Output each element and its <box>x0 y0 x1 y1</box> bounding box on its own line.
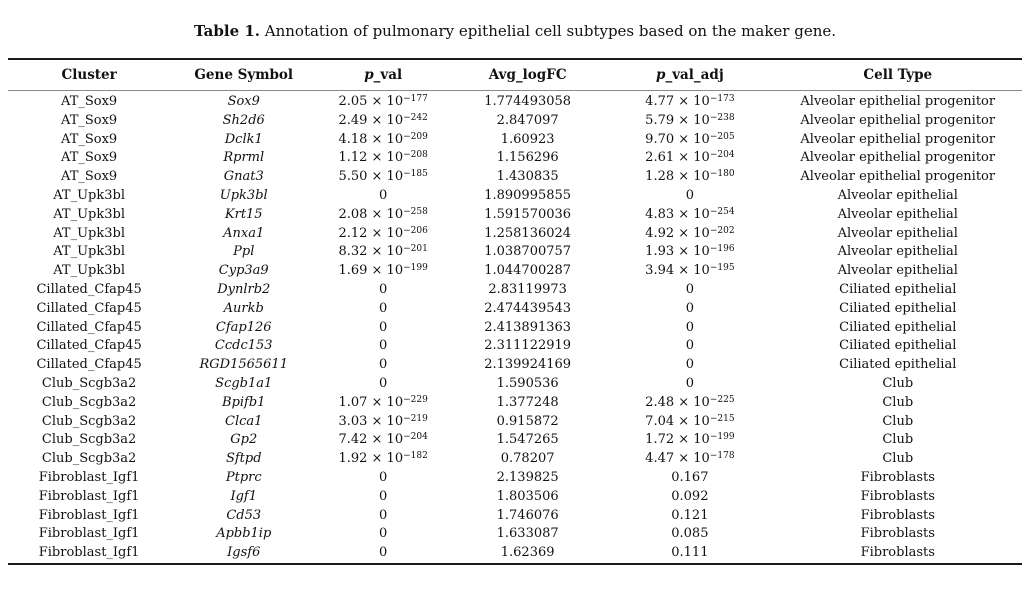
cell-cluster: Cillated_Cfap45 <box>36 319 142 335</box>
cell-avg-logfc: 2.83119973 <box>488 281 567 297</box>
cell-cluster: Club_Scgb3a2 <box>41 432 137 448</box>
cell-avg-logfc: 1.258136024 <box>484 225 572 241</box>
cell-p-val-adj: $2.61 \times 10^{-204}$ <box>645 150 735 166</box>
cell-cluster: AT_Upk3bl <box>53 225 125 241</box>
table-row <box>8 187 1022 206</box>
cell-p-val-adj: $9.70 \times 10^{-205}$ <box>645 131 735 147</box>
table-row <box>8 262 1022 281</box>
cell-p-val-adj: $3.94 \times 10^{-195}$ <box>645 263 735 279</box>
table-row <box>8 413 1022 432</box>
cell-cluster: Fibroblast_Igf1 <box>38 488 140 504</box>
cell-avg-logfc: 2.847097 <box>496 112 559 128</box>
table-row <box>8 206 1022 225</box>
cell-p-val: $2.49 \times 10^{-242}$ <box>338 112 428 128</box>
cell-p-val: 0 <box>379 300 388 316</box>
cell-cell-type: Alveolar epithelial <box>837 263 958 279</box>
table-row <box>8 375 1022 394</box>
cell-avg-logfc: 1.591570036 <box>484 206 572 222</box>
cell-gene-symbol: Igf1 <box>230 488 258 504</box>
cell-p-val: $3.03 \times 10^{-219}$ <box>338 413 428 429</box>
cell-p-val-adj: 0 <box>685 187 694 203</box>
cell-avg-logfc: 2.474439543 <box>484 300 572 316</box>
cell-cell-type: Alveolar epithelial <box>837 225 958 241</box>
cell-avg-logfc: 1.547265 <box>496 432 559 448</box>
cell-gene-symbol: Sftpd <box>225 451 262 467</box>
cell-cluster: AT_Upk3bl <box>53 263 125 279</box>
cell-p-val: 0 <box>379 357 388 373</box>
cell-cluster: Club_Scgb3a2 <box>41 413 137 429</box>
cell-p-val-adj: 0.167 <box>671 469 709 485</box>
cell-gene-symbol: Ppl <box>233 244 255 260</box>
cell-gene-symbol: Cfap126 <box>215 319 272 335</box>
cell-cell-type: Fibroblasts <box>860 526 935 542</box>
table-row <box>8 131 1022 150</box>
table-row <box>8 488 1022 507</box>
cell-avg-logfc: 1.62369 <box>500 545 555 561</box>
column-header-p-val-adj: p_val_adj <box>606 59 773 91</box>
cell-p-val-adj: 0 <box>685 300 694 316</box>
cell-avg-logfc: 0.78207 <box>500 451 555 467</box>
cell-gene-symbol: Krt15 <box>224 206 263 222</box>
cell-p-val: $2.12 \times 10^{-206}$ <box>338 225 428 241</box>
cell-cell-type: Alveolar epithelial <box>837 187 958 203</box>
cell-cluster: Cillated_Cfap45 <box>36 300 142 316</box>
table-row <box>8 450 1022 469</box>
cell-p-val-adj: $4.83 \times 10^{-254}$ <box>645 206 735 222</box>
table-row <box>8 337 1022 356</box>
cell-gene-symbol: Upk3bl <box>219 187 268 203</box>
cell-p-val-adj: 0.085 <box>671 526 709 542</box>
cell-cell-type: Fibroblasts <box>860 469 935 485</box>
cell-avg-logfc: 2.139825 <box>496 469 559 485</box>
cell-gene-symbol: Igsf6 <box>227 545 261 561</box>
cell-p-val-adj: $1.93 \times 10^{-196}$ <box>645 244 735 260</box>
cell-p-val-adj: $5.79 \times 10^{-238}$ <box>645 112 735 128</box>
table-caption <box>0 21 1030 41</box>
cell-p-val: 0 <box>379 281 388 297</box>
cell-gene-symbol: Gnat3 <box>223 169 264 185</box>
cell-gene-symbol: Bpifb1 <box>222 394 266 410</box>
cell-cell-type: Fibroblasts <box>860 507 935 523</box>
table-row <box>8 394 1022 413</box>
cell-p-val-adj: $4.77 \times 10^{-173}$ <box>645 94 735 109</box>
header-row <box>8 59 1022 91</box>
cell-cell-type: Club <box>882 451 914 467</box>
cell-avg-logfc: 2.311122919 <box>484 338 572 354</box>
cell-avg-logfc: 1.774493058 <box>484 94 572 109</box>
column-header-cluster: Cluster <box>8 59 170 91</box>
table-row <box>8 544 1022 564</box>
cell-cluster: Club_Scgb3a2 <box>41 375 137 391</box>
table-row <box>8 225 1022 244</box>
table-row <box>8 469 1022 488</box>
cell-p-val: $2.08 \times 10^{-258}$ <box>338 206 428 222</box>
cell-cell-type: Alveolar epithelial progenitor <box>800 94 996 109</box>
cell-gene-symbol: Dynlrb2 <box>217 281 271 297</box>
cell-cell-type: Ciliated epithelial <box>839 281 957 297</box>
cell-p-val: 0 <box>379 375 388 391</box>
cell-cell-type: Club <box>882 394 914 410</box>
cell-cell-type: Ciliated epithelial <box>839 300 957 316</box>
cell-p-val-adj: 0.121 <box>671 507 709 523</box>
cell-p-val: 0 <box>379 488 388 504</box>
cell-cluster: Fibroblast_Igf1 <box>38 469 140 485</box>
cell-p-val-adj: 0 <box>685 375 694 391</box>
cell-p-val: $1.92 \times 10^{-182}$ <box>338 451 428 467</box>
cell-p-val-adj: 0 <box>685 281 694 297</box>
table-row <box>8 356 1022 375</box>
cell-cell-type: Alveolar epithelial progenitor <box>800 150 996 166</box>
cell-avg-logfc: 0.915872 <box>496 413 559 429</box>
cell-gene-symbol: RGD1565611 <box>199 357 288 373</box>
cell-cluster: Club_Scgb3a2 <box>41 451 137 467</box>
cell-p-val-adj: $4.47 \times 10^{-178}$ <box>645 451 735 467</box>
cell-p-val: $1.12 \times 10^{-208}$ <box>338 150 428 166</box>
cell-avg-logfc: 1.430835 <box>496 169 559 185</box>
cell-cluster: AT_Sox9 <box>61 94 118 109</box>
cell-avg-logfc: 1.044700287 <box>484 263 572 279</box>
table-row <box>8 507 1022 526</box>
cell-gene-symbol: Cyp3a9 <box>218 263 269 279</box>
cell-p-val: 0 <box>379 526 388 542</box>
cell-cell-type: Ciliated epithelial <box>839 319 957 335</box>
cell-cell-type: Ciliated epithelial <box>839 357 957 373</box>
cell-avg-logfc: 1.746076 <box>496 507 559 523</box>
cell-gene-symbol: Gp2 <box>230 432 258 448</box>
cell-gene-symbol: Dclk1 <box>224 131 263 147</box>
cell-cell-type: Alveolar epithelial <box>837 244 958 260</box>
cell-gene-symbol: Aurkb <box>223 300 264 316</box>
cell-p-val: 0 <box>379 187 388 203</box>
cell-cluster: AT_Sox9 <box>61 150 118 166</box>
cell-p-val-adj: 0.111 <box>671 545 709 561</box>
table-row <box>8 112 1022 131</box>
cell-avg-logfc: 1.156296 <box>496 150 559 166</box>
cell-cluster: AT_Sox9 <box>61 112 118 128</box>
table-row <box>8 319 1022 338</box>
cell-avg-logfc: 1.803506 <box>496 488 559 504</box>
cell-p-val: $8.32 \times 10^{-201}$ <box>338 244 428 260</box>
cell-cell-type: Fibroblasts <box>860 545 935 561</box>
column-header-cell-type: Cell Type <box>774 59 1022 91</box>
cell-avg-logfc: 1.633087 <box>496 526 559 542</box>
cell-avg-logfc: 1.377248 <box>496 394 559 410</box>
table-row <box>8 525 1022 544</box>
cell-p-val-adj: $1.28 \times 10^{-180}$ <box>645 169 735 185</box>
cell-cluster: Club_Scgb3a2 <box>41 394 137 410</box>
cell-p-val-adj: 0 <box>685 357 694 373</box>
cell-p-val: $2.05 \times 10^{-177}$ <box>338 94 428 109</box>
cell-cluster: Fibroblast_Igf1 <box>38 507 140 523</box>
cell-avg-logfc: 2.139924169 <box>484 357 572 373</box>
cell-cluster: Fibroblast_Igf1 <box>38 526 140 542</box>
cell-p-val: 0 <box>379 319 388 335</box>
cell-cluster: AT_Sox9 <box>61 131 118 147</box>
cell-cluster: Fibroblast_Igf1 <box>38 545 140 561</box>
cell-cell-type: Alveolar epithelial progenitor <box>800 131 996 147</box>
cell-gene-symbol: Sh2d6 <box>222 112 265 128</box>
table-row <box>8 281 1022 300</box>
cell-avg-logfc: 1.038700757 <box>484 244 572 260</box>
column-header-avg-logfc: Avg_logFC <box>449 59 606 91</box>
cell-cell-type: Club <box>882 375 914 391</box>
cell-avg-logfc: 2.413891363 <box>484 319 572 335</box>
cell-p-val: $7.42 \times 10^{-204}$ <box>338 432 428 448</box>
table-row <box>8 168 1022 187</box>
column-header-p-val: p_val <box>317 59 449 91</box>
cell-gene-symbol: Scgb1a1 <box>215 375 273 391</box>
table-row <box>8 431 1022 450</box>
cell-avg-logfc: 1.590536 <box>496 375 559 391</box>
cell-cell-type: Club <box>882 432 914 448</box>
cell-p-val-adj: 0 <box>685 319 694 335</box>
cell-cluster: AT_Upk3bl <box>53 206 125 222</box>
cell-p-val-adj: 0.092 <box>671 488 709 504</box>
cell-p-val-adj: $1.72 \times 10^{-199}$ <box>645 432 735 448</box>
cell-gene-symbol: Sox9 <box>227 94 260 109</box>
cell-p-val: 0 <box>379 338 388 354</box>
cell-cell-type: Fibroblasts <box>860 488 935 504</box>
cell-gene-symbol: Apbb1ip <box>216 526 272 542</box>
cell-p-val: $5.50 \times 10^{-185}$ <box>338 169 428 185</box>
cell-cluster: Cillated_Cfap45 <box>36 357 142 373</box>
column-header-gene-symbol: Gene Symbol <box>170 59 317 91</box>
cell-gene-symbol: Cd53 <box>226 507 262 523</box>
cell-gene-symbol: Ccdc153 <box>214 338 273 354</box>
cell-cluster: Cillated_Cfap45 <box>36 281 142 297</box>
cell-cluster: Cillated_Cfap45 <box>36 338 142 354</box>
cell-cell-type: Alveolar epithelial progenitor <box>800 169 996 185</box>
cell-cell-type: Alveolar epithelial progenitor <box>800 112 996 128</box>
cell-cell-type: Alveolar epithelial <box>837 206 958 222</box>
cell-cell-type: Ciliated epithelial <box>839 338 957 354</box>
table-row <box>8 243 1022 262</box>
cell-gene-symbol: Anxa1 <box>223 225 265 241</box>
cell-p-val: $1.69 \times 10^{-199}$ <box>338 263 428 279</box>
cell-cluster: AT_Upk3bl <box>53 187 125 203</box>
cell-avg-logfc: 1.60923 <box>500 131 555 147</box>
cell-avg-logfc: 1.890995855 <box>484 187 572 203</box>
annotation-table <box>8 58 1022 565</box>
cell-gene-symbol: Rprml <box>223 150 265 166</box>
cell-p-val: $4.18 \times 10^{-209}$ <box>338 131 428 147</box>
cell-cluster: AT_Sox9 <box>61 169 118 185</box>
table-row <box>8 300 1022 319</box>
table-caption-label: Table 1. <box>193 22 260 40</box>
table-row <box>8 91 1022 112</box>
table-caption-text: Annotation of pulmonary epithelial cell subtypes based on the maker gene. <box>264 22 837 40</box>
table-body <box>8 91 1022 564</box>
cell-p-val-adj: $4.92 \times 10^{-202}$ <box>645 225 735 241</box>
cell-p-val: 0 <box>379 507 388 523</box>
table-header <box>8 59 1022 91</box>
cell-gene-symbol: Clca1 <box>225 413 263 429</box>
cell-p-val: 0 <box>379 469 388 485</box>
cell-p-val-adj: $2.48 \times 10^{-225}$ <box>645 394 735 410</box>
cell-gene-symbol: Ptprc <box>225 469 262 485</box>
cell-p-val-adj: $7.04 \times 10^{-215}$ <box>645 413 735 429</box>
table-row <box>8 149 1022 168</box>
cell-p-val: 0 <box>379 545 388 561</box>
cell-cluster: AT_Upk3bl <box>53 244 125 260</box>
cell-p-val-adj: 0 <box>685 338 694 354</box>
cell-p-val: $1.07 \times 10^{-229}$ <box>338 394 428 410</box>
cell-cell-type: Club <box>882 413 914 429</box>
